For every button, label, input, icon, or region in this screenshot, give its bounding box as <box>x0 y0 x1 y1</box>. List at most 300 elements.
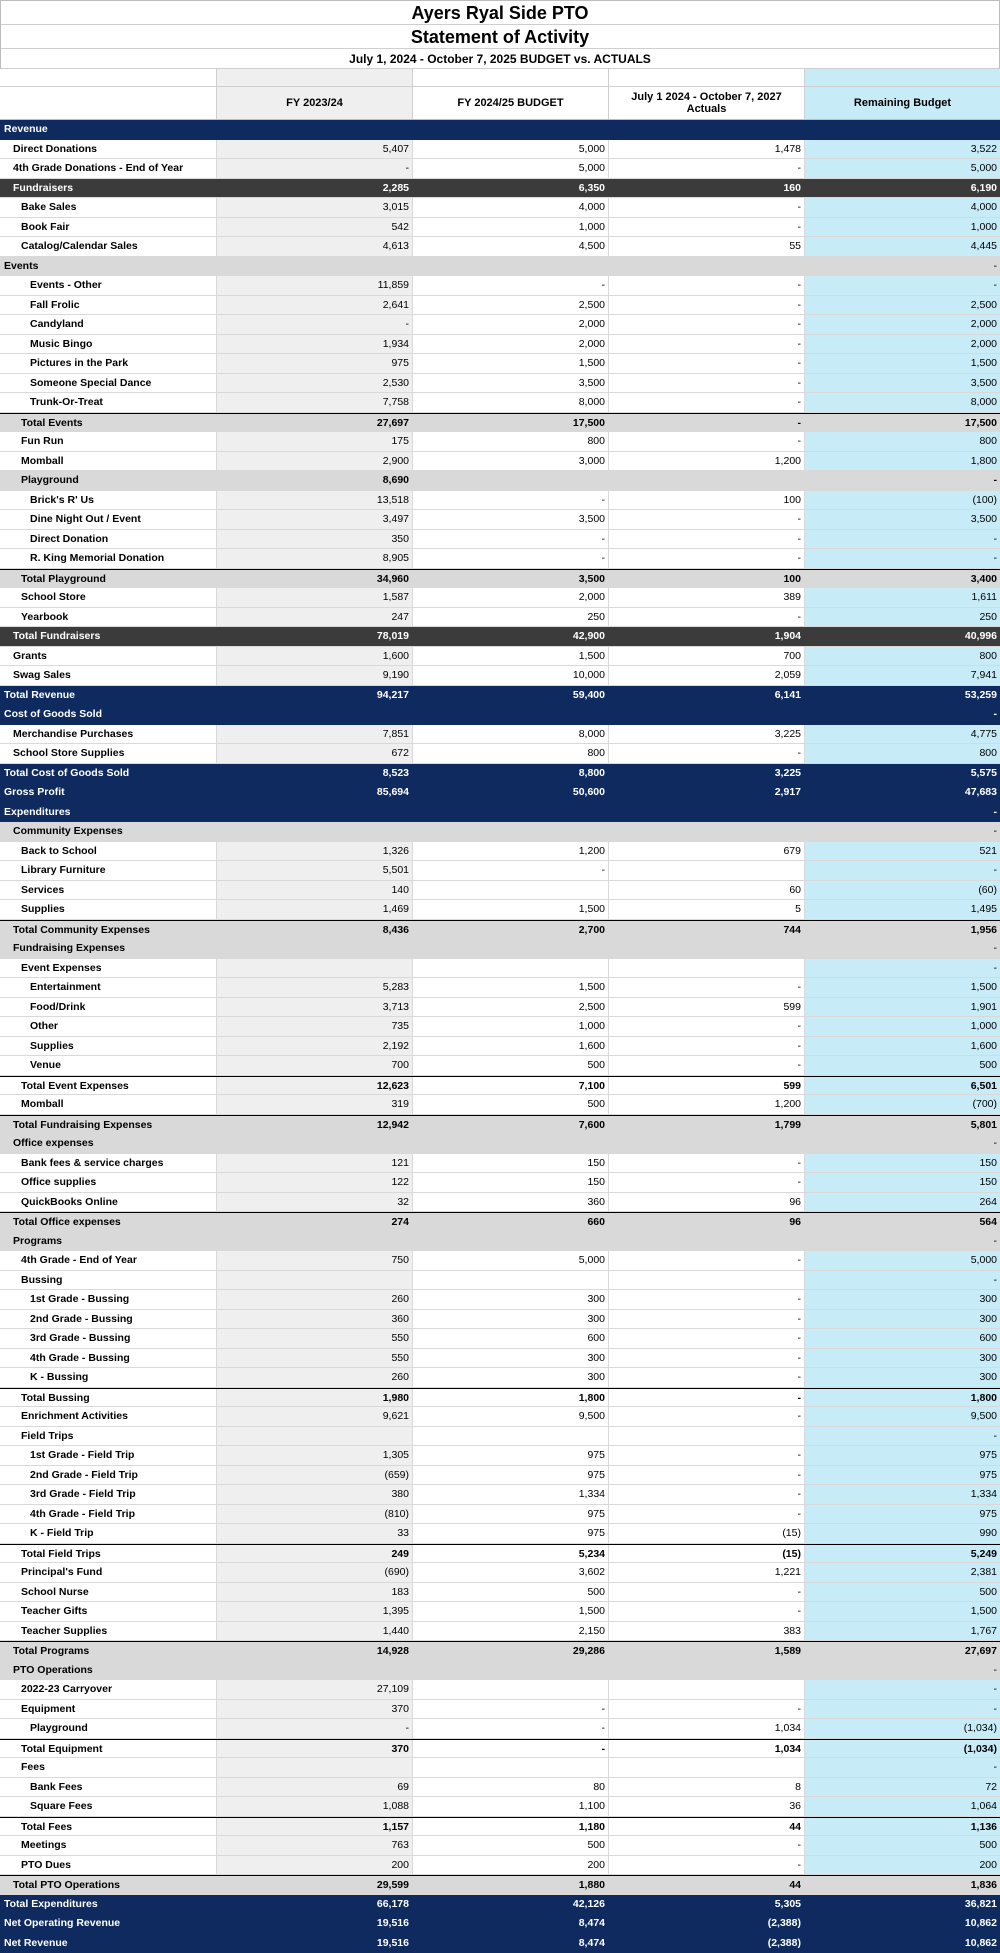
fy2023-value: 1,600 <box>217 647 413 666</box>
row-label: Programs <box>0 1232 217 1251</box>
budget-value: 1,600 <box>413 1037 609 1056</box>
budget-value: 975 <box>413 1446 609 1465</box>
table-row <box>0 1719 1000 1739</box>
table-row <box>0 1622 1000 1642</box>
remaining-value: (100) <box>805 491 1000 510</box>
table-row <box>0 822 1000 842</box>
table-row <box>0 588 1000 608</box>
table-row <box>0 120 1000 140</box>
remaining-value: 1,611 <box>805 588 1000 607</box>
budget-value: 300 <box>413 1349 609 1368</box>
actuals-value <box>609 257 805 276</box>
table-row <box>0 140 1000 160</box>
budget-value <box>413 1758 609 1777</box>
fy2023-value: 175 <box>217 432 413 451</box>
table-row <box>0 627 1000 647</box>
row-label: Services <box>0 881 217 900</box>
period-subtitle: July 1, 2024 - October 7, 2025 BUDGET vs. ACTUALS <box>1 49 999 69</box>
row-label: Office expenses <box>0 1134 217 1153</box>
statement-table-body <box>0 120 1000 1953</box>
spacer-cell <box>0 69 217 86</box>
fy2023-value: - <box>217 315 413 334</box>
actuals-value: - <box>609 393 805 412</box>
fy2023-value: (659) <box>217 1466 413 1485</box>
actuals-value <box>609 822 805 841</box>
row-label: Grants <box>0 647 217 666</box>
fy2023-value: 200 <box>217 1856 413 1875</box>
remaining-value: 1,500 <box>805 978 1000 997</box>
budget-value: 29,286 <box>413 1642 609 1660</box>
column-header-fy2023: FY 2023/24 <box>217 87 413 119</box>
fy2023-value <box>217 705 413 724</box>
table-row <box>0 978 1000 998</box>
row-label: Total Playground <box>0 570 217 588</box>
table-row <box>0 1427 1000 1447</box>
remaining-value: 8,000 <box>805 393 1000 412</box>
remaining-value: - <box>805 471 1000 490</box>
remaining-value: 1,956 <box>805 921 1000 939</box>
actuals-value <box>609 1680 805 1699</box>
fy2023-value: 542 <box>217 218 413 237</box>
row-label: 4th Grade - Bussing <box>0 1349 217 1368</box>
table-row <box>0 1251 1000 1271</box>
remaining-value: 150 <box>805 1154 1000 1173</box>
remaining-value: 300 <box>805 1368 1000 1387</box>
row-label: PTO Dues <box>0 1856 217 1875</box>
row-label: Momball <box>0 452 217 471</box>
remaining-value: 990 <box>805 1524 1000 1543</box>
budget-value: - <box>413 1740 609 1758</box>
remaining-value: - <box>805 1700 1000 1719</box>
remaining-value: 3,522 <box>805 140 1000 159</box>
actuals-value: - <box>609 1056 805 1075</box>
actuals-value: 100 <box>609 570 805 588</box>
remaining-value: 975 <box>805 1505 1000 1524</box>
remaining-value: 36,821 <box>805 1895 1000 1914</box>
budget-value: 5,000 <box>413 1251 609 1270</box>
table-row <box>0 705 1000 725</box>
remaining-value: 47,683 <box>805 783 1000 802</box>
actuals-value: - <box>609 510 805 529</box>
table-row <box>0 1154 1000 1174</box>
table-row <box>0 1817 1000 1837</box>
remaining-value: 300 <box>805 1349 1000 1368</box>
remaining-value: 6,501 <box>805 1077 1000 1095</box>
budget-value <box>413 1427 609 1446</box>
budget-value: 3,500 <box>413 570 609 588</box>
budget-value <box>413 939 609 958</box>
fy2023-value: 763 <box>217 1836 413 1855</box>
row-label: Total Fundraising Expenses <box>0 1116 217 1134</box>
table-row <box>0 257 1000 277</box>
remaining-value: 500 <box>805 1056 1000 1075</box>
actuals-value <box>609 1661 805 1680</box>
actuals-value: 36 <box>609 1797 805 1816</box>
remaining-value: 10,862 <box>805 1914 1000 1933</box>
fy2023-value <box>217 1232 413 1251</box>
budget-value: 1,200 <box>413 842 609 861</box>
fy2023-value: 5,283 <box>217 978 413 997</box>
fy2023-value <box>217 1271 413 1290</box>
table-row <box>0 900 1000 920</box>
table-row <box>0 1388 1000 1408</box>
actuals-value: - <box>609 1037 805 1056</box>
fy2023-value: 29,599 <box>217 1876 413 1894</box>
row-label: Total Programs <box>0 1642 217 1660</box>
remaining-value: 3,400 <box>805 570 1000 588</box>
budget-value: 300 <box>413 1290 609 1309</box>
table-row <box>0 842 1000 862</box>
fy2023-value: 11,859 <box>217 276 413 295</box>
remaining-value: 3,500 <box>805 374 1000 393</box>
table-row <box>0 1758 1000 1778</box>
fy2023-value: 5,407 <box>217 140 413 159</box>
remaining-value: 5,249 <box>805 1545 1000 1563</box>
table-row <box>0 1563 1000 1583</box>
actuals-value: 6,141 <box>609 686 805 705</box>
spacer-cell <box>217 69 413 86</box>
table-row <box>0 725 1000 745</box>
budget-value: 17,500 <box>413 414 609 432</box>
budget-value: 500 <box>413 1056 609 1075</box>
actuals-value: 2,917 <box>609 783 805 802</box>
budget-value: 42,126 <box>413 1895 609 1914</box>
actuals-value: - <box>609 335 805 354</box>
actuals-value: 96 <box>609 1213 805 1231</box>
remaining-value: - <box>805 705 1000 724</box>
fy2023-value: (690) <box>217 1563 413 1582</box>
budget-value: 1,334 <box>413 1485 609 1504</box>
row-label: Total Community Expenses <box>0 921 217 939</box>
actuals-value: - <box>609 1173 805 1192</box>
budget-value: 660 <box>413 1213 609 1231</box>
fy2023-value: 975 <box>217 354 413 373</box>
remaining-value: 300 <box>805 1310 1000 1329</box>
fy2023-value: 360 <box>217 1310 413 1329</box>
fy2023-value: 750 <box>217 1251 413 1270</box>
table-row <box>0 218 1000 238</box>
fy2023-value: 27,697 <box>217 414 413 432</box>
row-label: Bake Sales <box>0 198 217 217</box>
budget-value: 3,500 <box>413 374 609 393</box>
budget-value: 2,500 <box>413 296 609 315</box>
table-row <box>0 1505 1000 1525</box>
actuals-value: - <box>609 1329 805 1348</box>
fy2023-value: 27,109 <box>217 1680 413 1699</box>
spacer-cell <box>413 69 609 86</box>
table-row <box>0 1232 1000 1252</box>
fy2023-value: 78,019 <box>217 627 413 646</box>
remaining-value: 1,500 <box>805 1602 1000 1621</box>
actuals-value: 100 <box>609 491 805 510</box>
table-row <box>0 1544 1000 1564</box>
row-label: 1st Grade - Field Trip <box>0 1446 217 1465</box>
actuals-value: 1,034 <box>609 1719 805 1738</box>
row-label: Brick's R' Us <box>0 491 217 510</box>
fy2023-value: 1,469 <box>217 900 413 919</box>
table-row <box>0 861 1000 881</box>
fy2023-value <box>217 120 413 139</box>
row-label: 4th Grade - Field Trip <box>0 1505 217 1524</box>
actuals-value: - <box>609 1310 805 1329</box>
row-label: Food/Drink <box>0 998 217 1017</box>
fy2023-value: 8,905 <box>217 549 413 568</box>
row-label: K - Field Trip <box>0 1524 217 1543</box>
fy2023-value: 8,690 <box>217 471 413 490</box>
remaining-value: 500 <box>805 1583 1000 1602</box>
fy2023-value: 32 <box>217 1193 413 1212</box>
row-label: Total PTO Operations <box>0 1876 217 1894</box>
row-label: Total Cost of Goods Sold <box>0 764 217 783</box>
actuals-value <box>609 861 805 880</box>
actuals-value: - <box>609 978 805 997</box>
table-row <box>0 276 1000 296</box>
fy2023-value: 12,623 <box>217 1077 413 1095</box>
table-row <box>0 666 1000 686</box>
row-label: 2nd Grade - Bussing <box>0 1310 217 1329</box>
fy2023-value: 9,190 <box>217 666 413 685</box>
actuals-value: 1,904 <box>609 627 805 646</box>
actuals-value: - <box>609 354 805 373</box>
remaining-value: - <box>805 1232 1000 1251</box>
budget-value <box>413 1271 609 1290</box>
row-label: Direct Donations <box>0 140 217 159</box>
budget-value: 500 <box>413 1836 609 1855</box>
table-row <box>0 1173 1000 1193</box>
fy2023-value: 274 <box>217 1213 413 1231</box>
actuals-value <box>609 1758 805 1777</box>
budget-value: 1,500 <box>413 1602 609 1621</box>
actuals-value: - <box>609 1602 805 1621</box>
remaining-value: 264 <box>805 1193 1000 1212</box>
remaining-value: 200 <box>805 1856 1000 1875</box>
remaining-value: 2,381 <box>805 1563 1000 1582</box>
budget-value <box>413 822 609 841</box>
fy2023-value: 3,497 <box>217 510 413 529</box>
row-label: Cost of Goods Sold <box>0 705 217 724</box>
actuals-value: - <box>609 159 805 178</box>
remaining-value: 4,000 <box>805 198 1000 217</box>
remaining-value: - <box>805 959 1000 978</box>
remaining-value: 150 <box>805 1173 1000 1192</box>
row-label: Field Trips <box>0 1427 217 1446</box>
fy2023-value: 249 <box>217 1545 413 1563</box>
table-row <box>0 569 1000 589</box>
table-row <box>0 1583 1000 1603</box>
actuals-value: (15) <box>609 1524 805 1543</box>
remaining-value: (700) <box>805 1095 1000 1114</box>
fy2023-value: 33 <box>217 1524 413 1543</box>
budget-value <box>413 471 609 490</box>
budget-value: 1,500 <box>413 354 609 373</box>
budget-value: 150 <box>413 1154 609 1173</box>
actuals-value: - <box>609 1856 805 1875</box>
actuals-value <box>609 120 805 139</box>
budget-value: 4,000 <box>413 198 609 217</box>
row-label: K - Bussing <box>0 1368 217 1387</box>
remaining-value: 800 <box>805 432 1000 451</box>
table-row <box>0 783 1000 803</box>
row-label: Bank Fees <box>0 1778 217 1797</box>
remaining-value: 1,064 <box>805 1797 1000 1816</box>
column-header-budget: FY 2024/25 BUDGET <box>413 87 609 119</box>
row-label: Total Field Trips <box>0 1545 217 1563</box>
table-row <box>0 1641 1000 1661</box>
row-label: Total Revenue <box>0 686 217 705</box>
table-row <box>0 881 1000 901</box>
table-row <box>0 1856 1000 1876</box>
actuals-value: 679 <box>609 842 805 861</box>
fy2023-value <box>217 1134 413 1153</box>
budget-value: - <box>413 1700 609 1719</box>
remaining-value: - <box>805 1271 1000 1290</box>
fy2023-value: 85,694 <box>217 783 413 802</box>
budget-value: 5,000 <box>413 159 609 178</box>
budget-value <box>413 959 609 978</box>
budget-value: 300 <box>413 1368 609 1387</box>
budget-value: 2,150 <box>413 1622 609 1641</box>
row-label: Principal's Fund <box>0 1563 217 1582</box>
actuals-value: 96 <box>609 1193 805 1212</box>
actuals-value: 2,059 <box>609 666 805 685</box>
row-label: Enrichment Activities <box>0 1407 217 1426</box>
remaining-value: 1,767 <box>805 1622 1000 1641</box>
row-label: Office supplies <box>0 1173 217 1192</box>
fy2023-value: 2,285 <box>217 179 413 198</box>
fy2023-value <box>217 939 413 958</box>
actuals-value: 1,478 <box>609 140 805 159</box>
row-label: Fees <box>0 1758 217 1777</box>
table-row <box>0 374 1000 394</box>
budget-value: - <box>413 549 609 568</box>
column-header-row <box>0 87 1000 120</box>
spacer-row <box>0 69 1000 87</box>
actuals-value: 1,200 <box>609 1095 805 1114</box>
table-row <box>0 1076 1000 1096</box>
fy2023-value: 1,305 <box>217 1446 413 1465</box>
actuals-value: 1,034 <box>609 1740 805 1758</box>
row-label: Square Fees <box>0 1797 217 1816</box>
fy2023-value: 7,758 <box>217 393 413 412</box>
budget-value: - <box>413 861 609 880</box>
fy2023-value: 8,523 <box>217 764 413 783</box>
actuals-value: - <box>609 276 805 295</box>
table-row <box>0 647 1000 667</box>
row-label: Community Expenses <box>0 822 217 841</box>
row-label: 2nd Grade - Field Trip <box>0 1466 217 1485</box>
remaining-value: 564 <box>805 1213 1000 1231</box>
row-label: QuickBooks Online <box>0 1193 217 1212</box>
budget-value: 1,800 <box>413 1389 609 1407</box>
table-row <box>0 413 1000 433</box>
table-row <box>0 198 1000 218</box>
budget-value <box>413 881 609 900</box>
table-row <box>0 1017 1000 1037</box>
budget-value: 360 <box>413 1193 609 1212</box>
budget-value: 500 <box>413 1583 609 1602</box>
row-label: Fall Frolic <box>0 296 217 315</box>
row-label: Entertainment <box>0 978 217 997</box>
remaining-value: 10,862 <box>805 1934 1000 1953</box>
remaining-value: (60) <box>805 881 1000 900</box>
table-row <box>0 432 1000 452</box>
remaining-value: 27,697 <box>805 1642 1000 1660</box>
row-label: Candyland <box>0 315 217 334</box>
report-header <box>0 0 1000 69</box>
actuals-value: - <box>609 1583 805 1602</box>
actuals-value: 599 <box>609 998 805 1017</box>
fy2023-value: 69 <box>217 1778 413 1797</box>
table-row <box>0 354 1000 374</box>
budget-value: 1,500 <box>413 978 609 997</box>
remaining-value <box>805 120 1000 139</box>
actuals-value: 599 <box>609 1077 805 1095</box>
budget-value: 5,234 <box>413 1545 609 1563</box>
actuals-value <box>609 471 805 490</box>
budget-value: 3,602 <box>413 1563 609 1582</box>
actuals-value: (15) <box>609 1545 805 1563</box>
fy2023-value: 260 <box>217 1368 413 1387</box>
table-row <box>0 608 1000 628</box>
table-row <box>0 803 1000 823</box>
row-label: Revenue <box>0 120 217 139</box>
budget-value: 59,400 <box>413 686 609 705</box>
budget-value: 8,800 <box>413 764 609 783</box>
row-label: 4th Grade Donations - End of Year <box>0 159 217 178</box>
row-label: Fundraising Expenses <box>0 939 217 958</box>
remaining-value: - <box>805 530 1000 549</box>
table-row <box>0 237 1000 257</box>
remaining-value: - <box>805 803 1000 822</box>
fy2023-value: 1,934 <box>217 335 413 354</box>
actuals-value: (2,388) <box>609 1934 805 1953</box>
table-row <box>0 179 1000 199</box>
actuals-value: - <box>609 1466 805 1485</box>
budget-value: - <box>413 530 609 549</box>
budget-value: 975 <box>413 1505 609 1524</box>
remaining-value: 40,996 <box>805 627 1000 646</box>
row-label: Total Fees <box>0 1818 217 1836</box>
table-row <box>0 1329 1000 1349</box>
actuals-value: - <box>609 374 805 393</box>
remaining-value: 4,445 <box>805 237 1000 256</box>
budget-value: 1,000 <box>413 218 609 237</box>
fy2023-value: 1,326 <box>217 842 413 861</box>
remaining-value: 3,500 <box>805 510 1000 529</box>
remaining-value: 1,495 <box>805 900 1000 919</box>
fy2023-value: 1,587 <box>217 588 413 607</box>
remaining-value: 1,000 <box>805 1017 1000 1036</box>
row-label: Total Fundraisers <box>0 627 217 646</box>
fy2023-value <box>217 1661 413 1680</box>
fy2023-value: 700 <box>217 1056 413 1075</box>
table-row <box>0 1349 1000 1369</box>
actuals-value: - <box>609 1505 805 1524</box>
remaining-value: 800 <box>805 744 1000 763</box>
actuals-value: 389 <box>609 588 805 607</box>
remaining-value: 2,000 <box>805 335 1000 354</box>
fy2023-value: 1,980 <box>217 1389 413 1407</box>
remaining-value: 5,575 <box>805 764 1000 783</box>
budget-value: 800 <box>413 432 609 451</box>
budget-value <box>413 257 609 276</box>
remaining-value: - <box>805 939 1000 958</box>
remaining-value: 2,000 <box>805 315 1000 334</box>
remaining-value: - <box>805 1758 1000 1777</box>
actuals-value: - <box>609 1154 805 1173</box>
remaining-value: 521 <box>805 842 1000 861</box>
fy2023-value: 183 <box>217 1583 413 1602</box>
